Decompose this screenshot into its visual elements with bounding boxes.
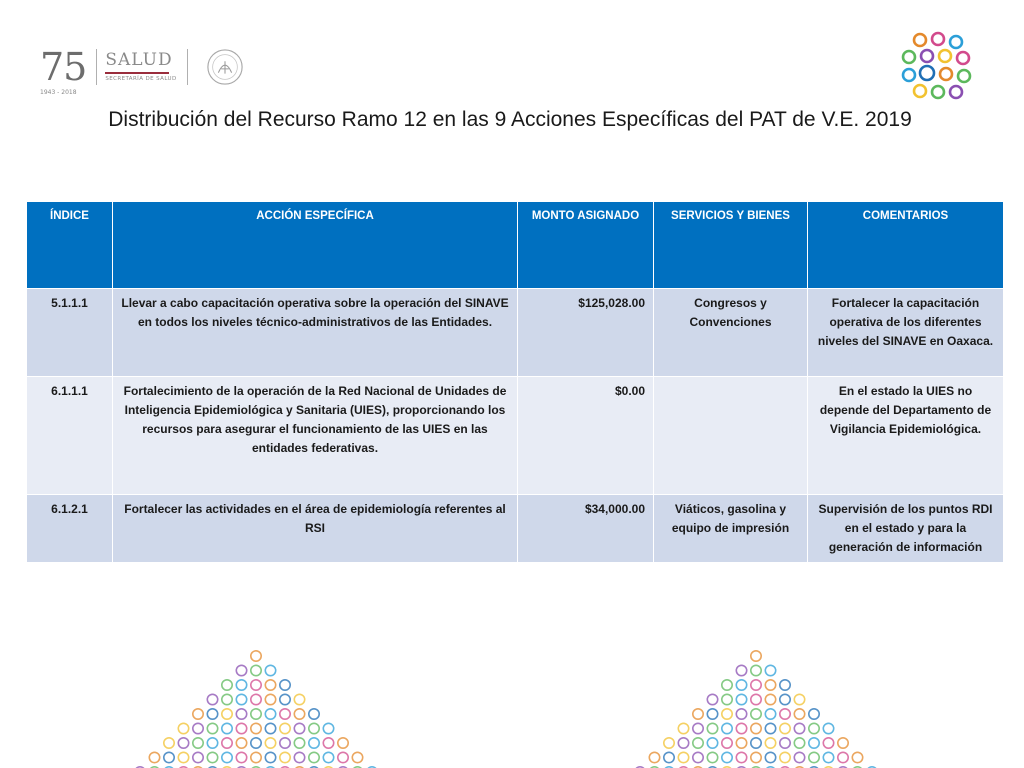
decorative-ring (222, 709, 232, 719)
decorative-ring (149, 752, 159, 762)
header-comentarios: COMENTARIOS (808, 202, 1004, 289)
decorative-ring (236, 709, 246, 719)
cell-servicios (654, 377, 808, 495)
cell-indice: 5.1.1.1 (27, 289, 113, 377)
cell-comentarios: En el estado la UIES no depende del Departamento de Vigilancia Epidemiológica. (808, 377, 1004, 495)
decorative-ring (736, 723, 746, 733)
decorative-ring (178, 752, 188, 762)
decorative-ring (707, 752, 717, 762)
decorative-ring (722, 723, 732, 733)
decorative-ring (751, 709, 761, 719)
decorative-ring (809, 709, 819, 719)
decorative-ring (294, 738, 304, 748)
decorative-ring (765, 665, 775, 675)
decorative-ring (323, 752, 333, 762)
decorative-ring (265, 723, 275, 733)
decorative-ring (280, 738, 290, 748)
cell-servicios: Viáticos, gasolina y equipo de impresión (654, 495, 808, 563)
decorative-ring (207, 738, 217, 748)
decorative-ring (722, 738, 732, 748)
decorative-ring (736, 709, 746, 719)
table-header-row (27, 202, 1004, 289)
table-row (27, 289, 1004, 377)
decorative-ring (707, 694, 717, 704)
decorative-ring (765, 752, 775, 762)
decorative-ring (251, 694, 261, 704)
decorative-ring (193, 752, 203, 762)
header-monto: MONTO ASIGNADO (518, 202, 654, 289)
decorative-ring (780, 709, 790, 719)
decorative-ring (678, 738, 688, 748)
decorative-ring (251, 752, 261, 762)
decorative-ring (193, 738, 203, 748)
decorative-ring (236, 665, 246, 675)
decorative-ring (222, 723, 232, 733)
decorative-ring (722, 680, 732, 690)
decorative-ring (693, 723, 703, 733)
decorative-ring (178, 738, 188, 748)
decorative-ring (338, 738, 348, 748)
decorative-ring (780, 738, 790, 748)
decorative-ring (765, 738, 775, 748)
table-row (27, 495, 1004, 563)
decorative-ring (352, 752, 362, 762)
decorative-ring (751, 752, 761, 762)
decorative-ring (722, 752, 732, 762)
budget-table (26, 201, 1004, 563)
decorative-ring (294, 694, 304, 704)
decorative-ring (751, 738, 761, 748)
decorative-ring (736, 738, 746, 748)
decorative-ring (280, 694, 290, 704)
decorative-ring (323, 738, 333, 748)
decorative-ring (236, 694, 246, 704)
cell-monto: $0.00 (518, 377, 654, 495)
decorative-ring (678, 752, 688, 762)
decorative-ring (164, 738, 174, 748)
decorative-ring (236, 738, 246, 748)
decorative-ring (794, 752, 804, 762)
decorative-ring (309, 752, 319, 762)
logo-divider (96, 49, 97, 85)
decorative-ring (722, 694, 732, 704)
decorative-ring (265, 738, 275, 748)
decorative-ring (794, 723, 804, 733)
decorative-ring (280, 709, 290, 719)
cell-comentarios: Supervisión de los puntos RDI en el estado y para la generación de información (808, 495, 1004, 563)
decorative-ring (664, 752, 674, 762)
decorative-ring (251, 709, 261, 719)
page-title: Distribución del Recurso Ramo 12 en las 9 Acciones Específicas del PAT de V.E. 2019 (108, 108, 912, 131)
decorative-ring (707, 709, 717, 719)
decorative-ring (309, 723, 319, 733)
header-indice: ÍNDICE (27, 202, 113, 289)
decorative-ring (309, 738, 319, 748)
salud-rule (105, 72, 169, 74)
decorative-ring (823, 723, 833, 733)
salud-logo (105, 52, 176, 82)
decorative-ring (736, 694, 746, 704)
decorative-ring (207, 723, 217, 733)
decorative-ring (707, 723, 717, 733)
anniversary-years: 1943 - 2018 (40, 89, 77, 96)
decorative-ring (678, 723, 688, 733)
decorative-ring (751, 680, 761, 690)
cell-indice: 6.1.2.1 (27, 495, 113, 563)
decorative-ring (736, 680, 746, 690)
decorative-ring (207, 694, 217, 704)
decorative-ring (280, 680, 290, 690)
decorative-ring (780, 694, 790, 704)
cell-indice: 6.1.1.1 (27, 377, 113, 495)
cell-servicios: Congresos y Convenciones (654, 289, 808, 377)
decorative-ring (838, 738, 848, 748)
decorative-ring (794, 709, 804, 719)
decorative-ring (823, 752, 833, 762)
anniversary-number: 75 (40, 45, 87, 89)
header-accion: ACCIÓN ESPECÍFICA (113, 202, 518, 289)
decorative-ring (265, 680, 275, 690)
decorative-ring (751, 723, 761, 733)
decorative-ring (294, 709, 304, 719)
cell-monto: $34,000.00 (518, 495, 654, 563)
decorative-ring (794, 694, 804, 704)
decorative-ring (280, 723, 290, 733)
decorative-ring-pattern (0, 640, 1024, 768)
decorative-ring (852, 752, 862, 762)
decorative-ring (222, 694, 232, 704)
decorative-ring (236, 723, 246, 733)
header-logos (40, 44, 244, 96)
decorative-ring (751, 694, 761, 704)
decorative-ring (736, 665, 746, 675)
salud-subtitle: SECRETARÍA DE SALUD (105, 76, 177, 82)
table-row (27, 377, 1004, 495)
decorative-ring (707, 738, 717, 748)
decorative-ring (222, 738, 232, 748)
decorative-ring (265, 752, 275, 762)
cell-monto: $125,028.00 (518, 289, 654, 377)
decorative-ring (236, 680, 246, 690)
cell-accion: Fortalecer las actividades en el área de epidemiología referentes al RSI (113, 495, 518, 563)
decorative-ring (294, 723, 304, 733)
decorative-ring (838, 752, 848, 762)
decorative-ring (193, 723, 203, 733)
decorative-ring (294, 752, 304, 762)
logo-divider-2 (187, 49, 188, 85)
decorative-ring (693, 752, 703, 762)
decorative-ring (207, 752, 217, 762)
decorative-ring (265, 694, 275, 704)
cell-accion: Llevar a cabo capacitación operativa sobre la operación del SINAVE en todos los niveles técnico-administrativos de las Entidades. (113, 289, 518, 377)
vigilancia-rings-logo (896, 30, 980, 106)
decorative-ring (236, 752, 246, 762)
decorative-ring (664, 738, 674, 748)
cell-accion: Fortalecimiento de la operación de la Red Nacional de Unidades de Inteligencia Epidemiológica y Sanitaria (UIES), proporcionando los recursos para asegurar el funcionamiento de las UIES en las entidades federativas. (113, 377, 518, 495)
national-seal-icon (206, 48, 244, 86)
decorative-ring (809, 723, 819, 733)
cell-comentarios: Fortalecer la capacitación operativa de los diferentes niveles del SINAVE en Oaxaca. (808, 289, 1004, 377)
decorative-ring (649, 752, 659, 762)
decorative-ring (207, 709, 217, 719)
decorative-ring (164, 752, 174, 762)
decorative-ring (280, 752, 290, 762)
decorative-ring (765, 694, 775, 704)
decorative-ring (765, 723, 775, 733)
decorative-ring (222, 752, 232, 762)
anniversary-logo (40, 45, 87, 96)
decorative-ring (251, 680, 261, 690)
decorative-ring (780, 680, 790, 690)
decorative-ring (323, 723, 333, 733)
decorative-ring (338, 752, 348, 762)
decorative-ring (178, 723, 188, 733)
decorative-ring (251, 738, 261, 748)
decorative-ring (809, 738, 819, 748)
decorative-ring (780, 723, 790, 733)
decorative-ring (751, 651, 761, 661)
decorative-ring (765, 709, 775, 719)
decorative-ring (251, 651, 261, 661)
decorative-ring (265, 709, 275, 719)
decorative-ring (794, 738, 804, 748)
decorative-ring (251, 723, 261, 733)
decorative-ring (222, 680, 232, 690)
decorative-ring (309, 709, 319, 719)
decorative-ring (693, 709, 703, 719)
decorative-ring (251, 665, 261, 675)
header-servicios: SERVICIOS Y BIENES (654, 202, 808, 289)
decorative-ring (780, 752, 790, 762)
decorative-ring (809, 752, 819, 762)
decorative-ring (823, 738, 833, 748)
decorative-ring (751, 665, 761, 675)
decorative-ring (765, 680, 775, 690)
decorative-ring (722, 709, 732, 719)
decorative-ring (265, 665, 275, 675)
salud-name: SALUD (105, 50, 173, 70)
decorative-ring (193, 709, 203, 719)
decorative-ring (693, 738, 703, 748)
decorative-ring (736, 752, 746, 762)
